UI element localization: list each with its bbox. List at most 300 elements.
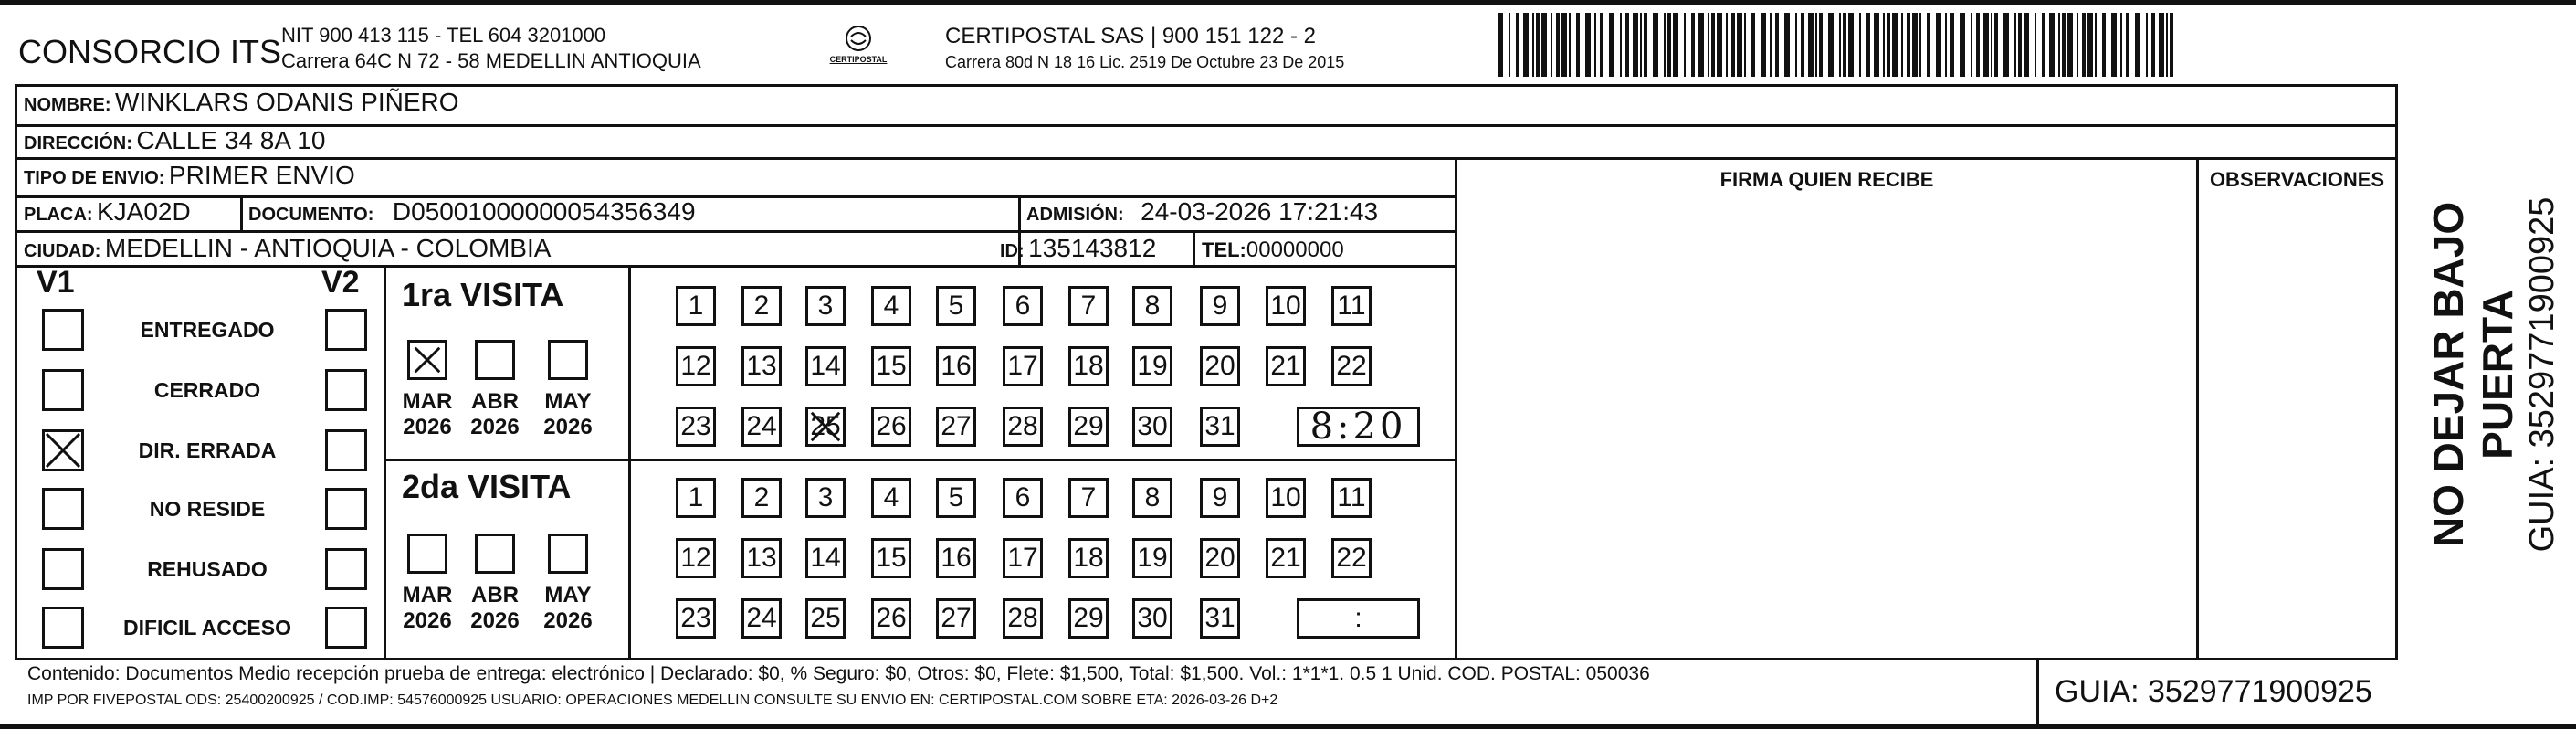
barcode-bar <box>2166 13 2168 77</box>
day-box[interactable] <box>936 598 976 639</box>
barcode-bar <box>2120 13 2122 77</box>
barcode-bar <box>2111 13 2117 77</box>
status-label: DIR. ERRADA <box>138 438 277 462</box>
month-year: 2026 <box>470 608 520 633</box>
day-number: 30 <box>1137 411 1168 441</box>
month-name: MAR <box>402 389 453 414</box>
placa-field <box>24 197 191 227</box>
day-number: 15 <box>876 543 907 573</box>
barcode-bar <box>1594 13 1596 77</box>
day-number: 10 <box>1270 482 1301 512</box>
day-number: 11 <box>1337 291 1366 321</box>
day-box[interactable] <box>1266 538 1306 578</box>
barcode-bar <box>1819 13 1823 77</box>
month-year: 2026 <box>543 415 593 439</box>
barcode-bar <box>1901 13 1903 77</box>
day-number: 1 <box>688 291 704 321</box>
visit2-time: : <box>1354 603 1362 633</box>
day-box[interactable] <box>1132 598 1172 639</box>
x-mark-icon <box>45 432 81 469</box>
day-box[interactable] <box>1068 286 1109 326</box>
day-box[interactable] <box>805 538 846 578</box>
barcode-bar <box>1711 13 1715 77</box>
day-number: 2 <box>753 291 770 321</box>
day-number: 3 <box>817 291 834 321</box>
day-number: 17 <box>1007 351 1038 381</box>
day-box[interactable] <box>871 346 911 386</box>
day-box[interactable] <box>741 598 782 639</box>
v1-checkbox[interactable] <box>42 429 84 471</box>
barcode-bar <box>2003 13 2009 77</box>
day-number: 4 <box>883 482 899 512</box>
day-box[interactable] <box>1003 478 1043 518</box>
day-box[interactable] <box>1003 286 1043 326</box>
barcode-bar <box>1653 13 1658 77</box>
month-year: 2026 <box>470 415 520 439</box>
day-box[interactable] <box>1200 598 1240 639</box>
barcode-bar <box>2024 13 2029 77</box>
day-box[interactable] <box>1132 538 1172 578</box>
company-nit: NIT 900 413 115 - TEL 604 3201000 <box>281 24 606 47</box>
observaciones-label: OBSERVACIONES <box>2209 168 2385 191</box>
day-box[interactable] <box>1132 286 1172 326</box>
day-box[interactable] <box>1266 286 1306 326</box>
day-number: 22 <box>1336 351 1367 381</box>
barcode-bar <box>2135 13 2140 77</box>
status-label: ENTREGADO <box>140 318 275 342</box>
barcode-bar <box>1991 13 1992 77</box>
barcode-bar <box>1784 13 1790 77</box>
barcode-bar <box>1887 13 1890 77</box>
day-number: 31 <box>1204 603 1235 633</box>
barcode-bar <box>2082 13 2086 77</box>
day-box[interactable] <box>676 346 716 386</box>
id-field <box>1000 234 1156 263</box>
barcode-bar <box>1795 13 1797 77</box>
day-number: 11 <box>1337 482 1366 512</box>
barcode-bar <box>1936 13 1941 77</box>
day-number: 13 <box>746 543 777 573</box>
day-number: 27 <box>941 603 972 633</box>
v1-checkbox[interactable] <box>42 488 84 530</box>
day-number: 5 <box>948 482 964 512</box>
barcode-bar <box>1761 13 1766 77</box>
day-number: 14 <box>810 543 841 573</box>
barcode-bar <box>1874 13 1879 77</box>
ciudad-field <box>24 234 551 263</box>
day-box[interactable] <box>1331 346 1372 386</box>
barcode-bar <box>2146 13 2148 77</box>
day-number: 26 <box>876 603 907 633</box>
firma-label: FIRMA QUIEN RECIBE <box>1719 168 1934 191</box>
side-guia: GUIA: 3529771900925 <box>2523 196 2561 553</box>
day-box[interactable] <box>1068 346 1109 386</box>
barcode-bar <box>1843 13 1846 77</box>
courier-license: Carrera 80d N 18 16 Lic. 2519 De Octubre 23 De 2015 <box>945 53 1345 71</box>
admision-value: 24-03-2026 17:21:43 <box>1141 197 1379 226</box>
day-number: 16 <box>941 351 972 381</box>
day-box[interactable] <box>741 538 782 578</box>
v2-checkbox[interactable] <box>325 369 367 411</box>
barcode-bar <box>1815 13 1817 77</box>
direccion-row <box>24 126 325 155</box>
day-box[interactable] <box>1200 538 1240 578</box>
day-box[interactable] <box>1003 407 1043 447</box>
direccion-label: DIRECCIÓN: <box>24 133 132 153</box>
barcode-bar <box>1866 13 1870 77</box>
v1-label: V1 <box>37 265 75 300</box>
barcode-bar <box>1828 13 1834 77</box>
day-number: 6 <box>1015 482 1031 512</box>
day-box[interactable] <box>1200 346 1240 386</box>
day-number: 25 <box>810 603 841 633</box>
logo-caption: CERTIPOSTAL <box>829 55 888 64</box>
day-box[interactable] <box>1200 407 1240 447</box>
visit1-time: 8:20 <box>1309 406 1407 448</box>
day-box[interactable] <box>936 478 976 518</box>
barcode-bar <box>2170 13 2173 77</box>
barcode-bar <box>2102 13 2106 77</box>
tipo-value: PRIMER ENVIO <box>168 161 355 189</box>
courier-name: CERTIPOSTAL SAS | 900 151 122 - 2 <box>945 24 1316 48</box>
status-label: REHUSADO <box>147 557 268 581</box>
documento-field <box>248 197 696 227</box>
day-box[interactable] <box>676 538 716 578</box>
v1-checkbox[interactable] <box>42 369 84 411</box>
v2-label: V2 <box>321 265 360 300</box>
barcode-bar <box>1523 13 1529 77</box>
day-box[interactable] <box>805 286 846 326</box>
visit1-time-box[interactable] <box>1297 407 1420 447</box>
barcode-bar <box>1770 13 1772 77</box>
barcode-bar <box>1536 13 1540 77</box>
day-box[interactable] <box>676 478 716 518</box>
barcode-bar <box>2077 13 2078 77</box>
barcode-bar <box>2159 13 2164 77</box>
barcode-bar <box>1892 13 1898 77</box>
barcode-bar <box>1620 13 1622 77</box>
certipostal-logo <box>813 24 904 75</box>
barcode-bar <box>1708 13 1709 77</box>
day-box[interactable] <box>936 346 976 386</box>
day-number: 20 <box>1204 351 1235 381</box>
day-box[interactable] <box>1331 478 1372 518</box>
barcode-bar <box>1600 13 1603 77</box>
month-checkbox[interactable] <box>407 534 447 574</box>
day-box[interactable] <box>1200 286 1240 326</box>
day-number: 29 <box>1073 411 1104 441</box>
barcode-bar <box>1569 13 1571 77</box>
month-label <box>395 583 459 634</box>
barcode-bar <box>1919 13 1921 77</box>
month-name: MAY <box>544 389 592 414</box>
day-number: 2 <box>753 482 770 512</box>
x-mark-icon <box>410 343 445 377</box>
barcode-bar <box>2062 13 2066 77</box>
day-box[interactable] <box>741 286 782 326</box>
id-value: 135143812 <box>1028 234 1157 262</box>
day-box[interactable] <box>805 346 846 386</box>
day-number: 9 <box>1212 291 1228 321</box>
nombre-label: NOMBRE: <box>24 95 111 115</box>
barcode-bar <box>2049 13 2055 77</box>
day-number: 17 <box>1007 543 1038 573</box>
month-checkbox[interactable] <box>548 340 588 380</box>
day-box[interactable] <box>1068 598 1109 639</box>
day-number: 19 <box>1137 543 1168 573</box>
month-checkbox[interactable] <box>475 534 515 574</box>
month-label <box>395 389 459 440</box>
day-number: 30 <box>1137 603 1168 633</box>
month-name: ABR <box>471 583 519 608</box>
barcode-bar <box>1684 13 1686 77</box>
day-number: 9 <box>1212 482 1228 512</box>
month-checkbox[interactable] <box>407 340 447 380</box>
direccion-value: CALLE 34 8A 10 <box>136 126 326 154</box>
barcode-bar <box>1698 13 1704 77</box>
company-address: Carrera 64C N 72 - 58 MEDELLIN ANTIOQUIA <box>281 49 701 72</box>
barcode-bar <box>1561 13 1567 77</box>
barcode-bar <box>1664 13 1666 77</box>
day-number: 31 <box>1204 411 1235 441</box>
day-number: 18 <box>1073 351 1104 381</box>
month-label <box>536 583 600 634</box>
v2-checkbox[interactable] <box>325 309 367 351</box>
v1-checkbox[interactable] <box>42 309 84 351</box>
barcode-bar <box>2018 13 2022 77</box>
day-box[interactable] <box>1331 286 1372 326</box>
barcode-bar <box>1509 13 1510 77</box>
barcode-bar <box>1585 13 1591 77</box>
day-box[interactable] <box>871 407 911 447</box>
barcode-bar <box>1927 13 1930 77</box>
day-box[interactable] <box>1068 407 1109 447</box>
documento-value: D05001000000054356349 <box>392 197 696 226</box>
day-box[interactable] <box>1132 346 1172 386</box>
barcode-bar <box>1640 13 1642 77</box>
day-number: 7 <box>1080 291 1097 321</box>
status-label: DIFICIL ACCESO <box>122 616 291 639</box>
barcode-bar <box>1983 13 1989 77</box>
day-box[interactable] <box>805 407 846 447</box>
day-number: 5 <box>948 291 964 321</box>
day-number: 19 <box>1137 351 1168 381</box>
day-number: 22 <box>1336 543 1367 573</box>
day-box[interactable] <box>1132 407 1172 447</box>
id-label: ID: <box>1000 241 1025 261</box>
nombre-row <box>24 88 459 117</box>
barcode-bar <box>2095 13 2097 77</box>
day-box[interactable] <box>741 346 782 386</box>
barcode <box>1498 13 2182 77</box>
barcode-bar <box>1994 13 1998 77</box>
barcode-bar <box>1532 13 1534 77</box>
day-number: 3 <box>817 482 834 512</box>
barcode-bar <box>1945 13 1947 77</box>
day-number: 8 <box>1144 482 1161 512</box>
visit2-title: 2da VISITA <box>402 468 572 505</box>
barcode-bar <box>1726 13 1728 77</box>
barcode-bar <box>2087 13 2093 77</box>
v2-checkbox[interactable] <box>325 488 367 530</box>
no-dejar-warning: NO DEJAR BAJO PUERTA <box>2424 201 2521 548</box>
day-number: 29 <box>1073 603 1104 633</box>
tipo-row <box>24 161 355 190</box>
barcode-bar <box>1644 13 1647 77</box>
day-box[interactable] <box>805 478 846 518</box>
day-box[interactable] <box>805 598 846 639</box>
nombre-value: WINKLARS ODANIS PIÑERO <box>115 88 459 116</box>
tel-value: 00000000 <box>1246 238 1344 262</box>
day-number: 8 <box>1144 291 1161 321</box>
barcode-bar <box>2014 13 2016 77</box>
day-number: 7 <box>1080 482 1097 512</box>
v2-checkbox[interactable] <box>325 429 367 471</box>
day-box[interactable] <box>871 538 911 578</box>
day-box[interactable] <box>676 407 716 447</box>
day-box[interactable] <box>871 478 911 518</box>
day-box[interactable] <box>1200 478 1240 518</box>
visit2-time-box[interactable] <box>1297 598 1420 639</box>
day-number: 10 <box>1270 291 1301 321</box>
barcode-bar <box>1859 13 1861 77</box>
barcode-bar <box>1731 13 1735 77</box>
day-box[interactable] <box>936 538 976 578</box>
day-number: 18 <box>1073 543 1104 573</box>
barcode-bar <box>1912 13 1918 77</box>
v1-checkbox[interactable] <box>42 548 84 590</box>
day-box[interactable] <box>741 407 782 447</box>
tipo-label: TIPO DE ENVIO: <box>24 168 165 188</box>
day-box[interactable] <box>676 286 716 326</box>
placa-value: KJA02D <box>97 197 191 226</box>
month-checkbox[interactable] <box>475 340 515 380</box>
day-number: 15 <box>876 351 907 381</box>
barcode-bar <box>1667 13 1671 77</box>
day-box[interactable] <box>1266 346 1306 386</box>
day-box[interactable] <box>1003 346 1043 386</box>
ciudad-label: CIUDAD: <box>24 241 101 261</box>
day-number: 12 <box>680 543 711 573</box>
day-number: 21 <box>1270 351 1301 381</box>
month-label <box>463 583 527 634</box>
v2-checkbox[interactable] <box>325 607 367 649</box>
month-label <box>536 389 600 440</box>
month-name: MAY <box>544 583 592 608</box>
day-box[interactable] <box>1266 478 1306 518</box>
day-box[interactable] <box>1003 538 1043 578</box>
day-number: 16 <box>941 543 972 573</box>
admision-field <box>1026 197 1378 227</box>
status-label: CERRADO <box>153 378 261 402</box>
month-year: 2026 <box>543 608 593 633</box>
barcode-bar <box>1633 13 1638 77</box>
barcode-bar <box>2058 13 2060 77</box>
barcode-bar <box>1625 13 1629 77</box>
day-box[interactable] <box>1068 478 1109 518</box>
day-number: 4 <box>883 291 899 321</box>
day-number: 24 <box>746 411 777 441</box>
day-number: 23 <box>680 411 711 441</box>
day-number: 24 <box>746 603 777 633</box>
month-name: ABR <box>471 389 519 414</box>
day-number: 23 <box>680 603 711 633</box>
month-name: MAR <box>402 583 453 608</box>
side-text <box>2424 119 2561 630</box>
day-number: 27 <box>941 411 972 441</box>
barcode-bar <box>1556 13 1560 77</box>
barcode-bar <box>1839 13 1841 77</box>
day-box[interactable] <box>871 598 911 639</box>
day-number: 25 <box>810 411 841 441</box>
barcode-bar <box>1498 13 1503 77</box>
barcode-bar <box>1516 13 1519 77</box>
barcode-bar <box>1976 13 1980 77</box>
month-year: 2026 <box>403 415 452 439</box>
barcode-bar <box>1576 13 1580 77</box>
barcode-bar <box>1737 13 1742 77</box>
barcode-bar <box>1751 13 1755 77</box>
barcode-bar <box>1673 13 1678 77</box>
barcode-bar <box>1960 13 1965 77</box>
barcode-bar <box>1907 13 1910 77</box>
header <box>0 0 2576 91</box>
footer-guia: GUIA: 3529771900925 <box>2055 674 2372 709</box>
month-year: 2026 <box>403 608 452 633</box>
day-box[interactable] <box>1331 538 1372 578</box>
barcode-bar <box>1744 13 1746 77</box>
documento-label: DOCUMENTO: <box>248 205 374 225</box>
day-number: 6 <box>1015 291 1031 321</box>
barcode-bar <box>2067 13 2073 77</box>
day-box[interactable] <box>1003 598 1043 639</box>
barcode-bar <box>2035 13 2036 77</box>
barcode-bar <box>1950 13 1954 77</box>
month-checkbox[interactable] <box>548 534 588 574</box>
day-box[interactable] <box>936 286 976 326</box>
footer-imp: IMP POR FIVEPOSTAL ODS: 25400200925 / COD.IMP: 54576000925 USUARIO: OPERACIONES MEDELLIN CONSULTE SU ENVIO EN: CERTIPOSTAL.COM SOBRE ETA: 2026-03-26 D+2 <box>27 692 1278 708</box>
barcode-bar <box>2126 13 2129 77</box>
barcode-bar <box>1801 13 1804 77</box>
placa-label: PLACA: <box>24 205 93 225</box>
barcode-bar <box>2151 13 2155 77</box>
barcode-bar <box>1775 13 1779 77</box>
v1-checkbox[interactable] <box>42 607 84 649</box>
v2-checkbox[interactable] <box>325 548 367 590</box>
footer-contenido: Contenido: Documentos Medio recepción prueba de entrega: electrónico | Declarado: $0, % Seguro: $0, Otros: $0, Flete: $1,500, Total: $1,500. Vol.: 1*1*1. 0.5 1 Unid. COD. POSTAL: 050036 <box>27 663 1650 684</box>
day-number: 1 <box>688 482 704 512</box>
month-label <box>463 389 527 440</box>
day-box[interactable] <box>1132 478 1172 518</box>
company-name: CONSORCIO ITS <box>18 33 282 70</box>
day-box[interactable] <box>676 598 716 639</box>
day-box[interactable] <box>1068 538 1109 578</box>
barcode-bar <box>1717 13 1722 77</box>
visit1-title: 1ra VISITA <box>402 276 564 313</box>
barcode-bar <box>1971 13 1972 77</box>
barcode-bar <box>1541 13 1547 77</box>
day-box[interactable] <box>936 407 976 447</box>
day-number: 28 <box>1007 411 1038 441</box>
day-number: 14 <box>810 351 841 381</box>
day-box[interactable] <box>871 286 911 326</box>
day-number: 13 <box>746 351 777 381</box>
barcode-bar <box>1848 13 1854 77</box>
day-number: 20 <box>1204 543 1235 573</box>
day-box[interactable] <box>741 478 782 518</box>
admision-label: ADMISIÓN: <box>1026 205 1124 225</box>
day-number: 26 <box>876 411 907 441</box>
